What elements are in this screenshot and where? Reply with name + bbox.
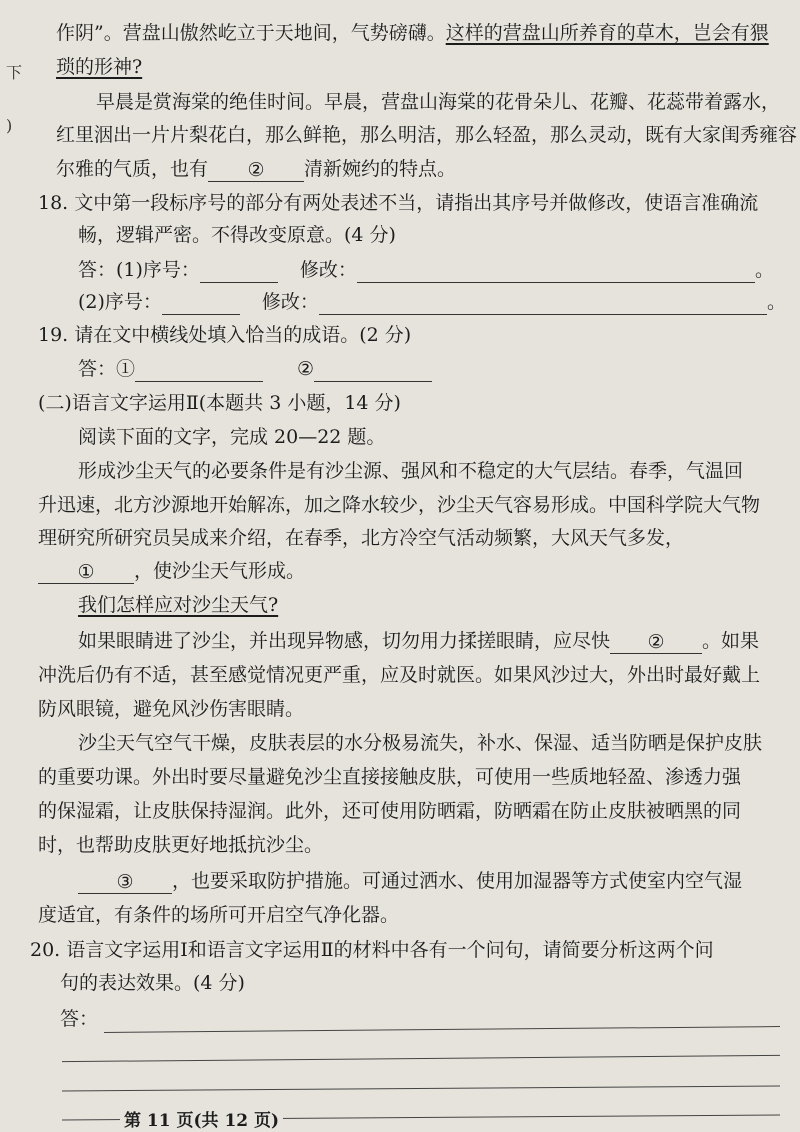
section-heading <box>78 592 278 618</box>
p4-line-2: 度适宜，有条件的场所可开启空气净化器。 <box>38 904 400 926</box>
answer-label: (2)序号： <box>78 291 162 313</box>
passage-line-5 <box>56 156 456 182</box>
q18-answer-1: 答：(1)序号： 修改： 。 <box>78 259 774 281</box>
p1-line-2: 升迅速，北方沙源地开始解冻，加之降水较少，沙尘天气容易形成。中国科学院大气物 <box>38 494 761 516</box>
answer-blank-idiom-2[interactable] <box>314 359 432 382</box>
passage-line-2 <box>56 54 142 80</box>
p1-line-3: 理研究所研究员吴成来介绍，在春季，北方冷空气活动频繁，大风天气多发， <box>38 527 685 549</box>
modify-label: 修改： <box>261 291 319 313</box>
p3-line-4: 时，也帮助皮肤更好地抵抗沙尘。 <box>38 834 324 856</box>
margin-mark-1: 下 <box>6 63 23 82</box>
q20-stem-line-2: 句的表达效果。(4 分) <box>60 972 245 994</box>
answer-line-3[interactable] <box>62 1085 780 1091</box>
answer-blank-modify-2[interactable] <box>319 292 767 315</box>
q18-stem-line-2: 畅，逻辑严密。不得改变原意。(4 分) <box>78 224 396 246</box>
answer-line-1[interactable] <box>104 1026 780 1033</box>
answer-label: 答：(1)序号： <box>78 259 200 281</box>
q19-answer: 答：① ② <box>78 356 432 382</box>
passage-line-1 <box>56 20 769 46</box>
q20-answer-label: 答： <box>60 1008 99 1030</box>
answer-blank-idiom-1[interactable] <box>135 359 263 382</box>
q18-stem-line-1: 18. 文中第一段标序号的部分有两处表述不当，请指出其序号并做修改，使语言准确流 <box>38 192 759 214</box>
p1-line-4: ① ，使沙尘天气形成。 <box>38 558 305 584</box>
modify-label: 修改： <box>299 259 357 281</box>
p4-line-1: ③ ，也要采取防护措施。可通过洒水、使用加湿器等方式使室内空气湿 <box>78 868 742 894</box>
answer-blank-serial-2[interactable] <box>162 292 240 315</box>
fill-blank-2[interactable]: ② <box>610 631 702 654</box>
q20-stem-line-1: 20. 语言文字运用Ⅰ和语言文字运用Ⅱ的材料中各有一个问句，请简要分析这两个问 <box>30 939 714 961</box>
q19-stem: 19. 请在文中横线处填入恰当的成语。(2 分) <box>38 324 412 346</box>
p1-line-1: 形成沙尘天气的必要条件是有沙尘源、强风和不稳定的大气层结。春季，气温回 <box>78 460 744 482</box>
p2-line-1: 如果眼睛进了沙尘，并出现异物感，切勿用力揉搓眼睛，应尽快 ② 。如果 <box>78 630 760 653</box>
p2-line-3: 防风眼镜，避免风沙伤害眼睛。 <box>38 698 305 720</box>
p3-line-2: 的重要功课。外出时要尽量避免沙尘直接接触皮肤，可使用一些质地轻盈、渗透力强 <box>38 766 742 788</box>
fill-blank-2[interactable]: ② <box>208 159 304 182</box>
passage-text: 尔雅的气质，也有 <box>56 158 209 180</box>
underlined-question-sentence-end: 琐的形神? <box>56 56 143 78</box>
passage-line-4: 红里洇出一片片梨花白，那么鲜艳，那么明洁，那么轻盈，那么灵动，既有大家闺秀雍容 <box>56 124 798 146</box>
underlined-question-sentence: 这样的营盘山所养育的草木，岂会有猥 <box>445 22 769 44</box>
section2-intro: 阅读下面的文字，完成 20—22 题。 <box>78 426 386 448</box>
underlined-question-heading: 我们怎样应对沙尘天气? <box>78 594 279 616</box>
answer-label: 答：① <box>78 358 136 380</box>
answer-blank-modify-1[interactable] <box>357 260 755 283</box>
answer-blank-serial-1[interactable] <box>200 260 278 283</box>
answer-line-2[interactable] <box>62 1055 780 1062</box>
fill-blank-3[interactable]: ③ <box>78 871 172 894</box>
p3-line-1: 沙尘天气空气干燥，皮肤表层的水分极易流失，补水、保湿、适当防晒是保护皮肤 <box>78 732 763 754</box>
passage-line-3: 早晨是赏海棠的绝佳时间。早晨，营盘山海棠的花骨朵儿、花瓣、花蕊带着露水， <box>96 91 781 113</box>
section2-title: (二)语言文字运用Ⅱ(本题共 3 小题，14 分) <box>38 392 401 414</box>
page-footer: 第 11 页(共 12 页) <box>120 1106 283 1131</box>
q18-answer-2: (2)序号： 修改： 。 <box>78 291 786 313</box>
fill-blank-1[interactable]: ① <box>38 561 134 584</box>
p2-line-2: 冲洗后仍有不适，甚至感觉情况更严重，应及时就医。如果风沙过大，外出时最好戴上 <box>38 664 761 686</box>
p3-line-3: 的保湿霜，让皮肤保持湿润。此外，还可使用防晒霜，防晒霜在防止皮肤被晒黑的同 <box>38 800 742 822</box>
passage-text: 作阴”。营盘山傲然屹立于天地间，气势磅礴。 <box>56 22 446 44</box>
margin-mark-2: ) <box>6 116 13 135</box>
passage-text: 清新婉约的特点。 <box>304 158 457 180</box>
